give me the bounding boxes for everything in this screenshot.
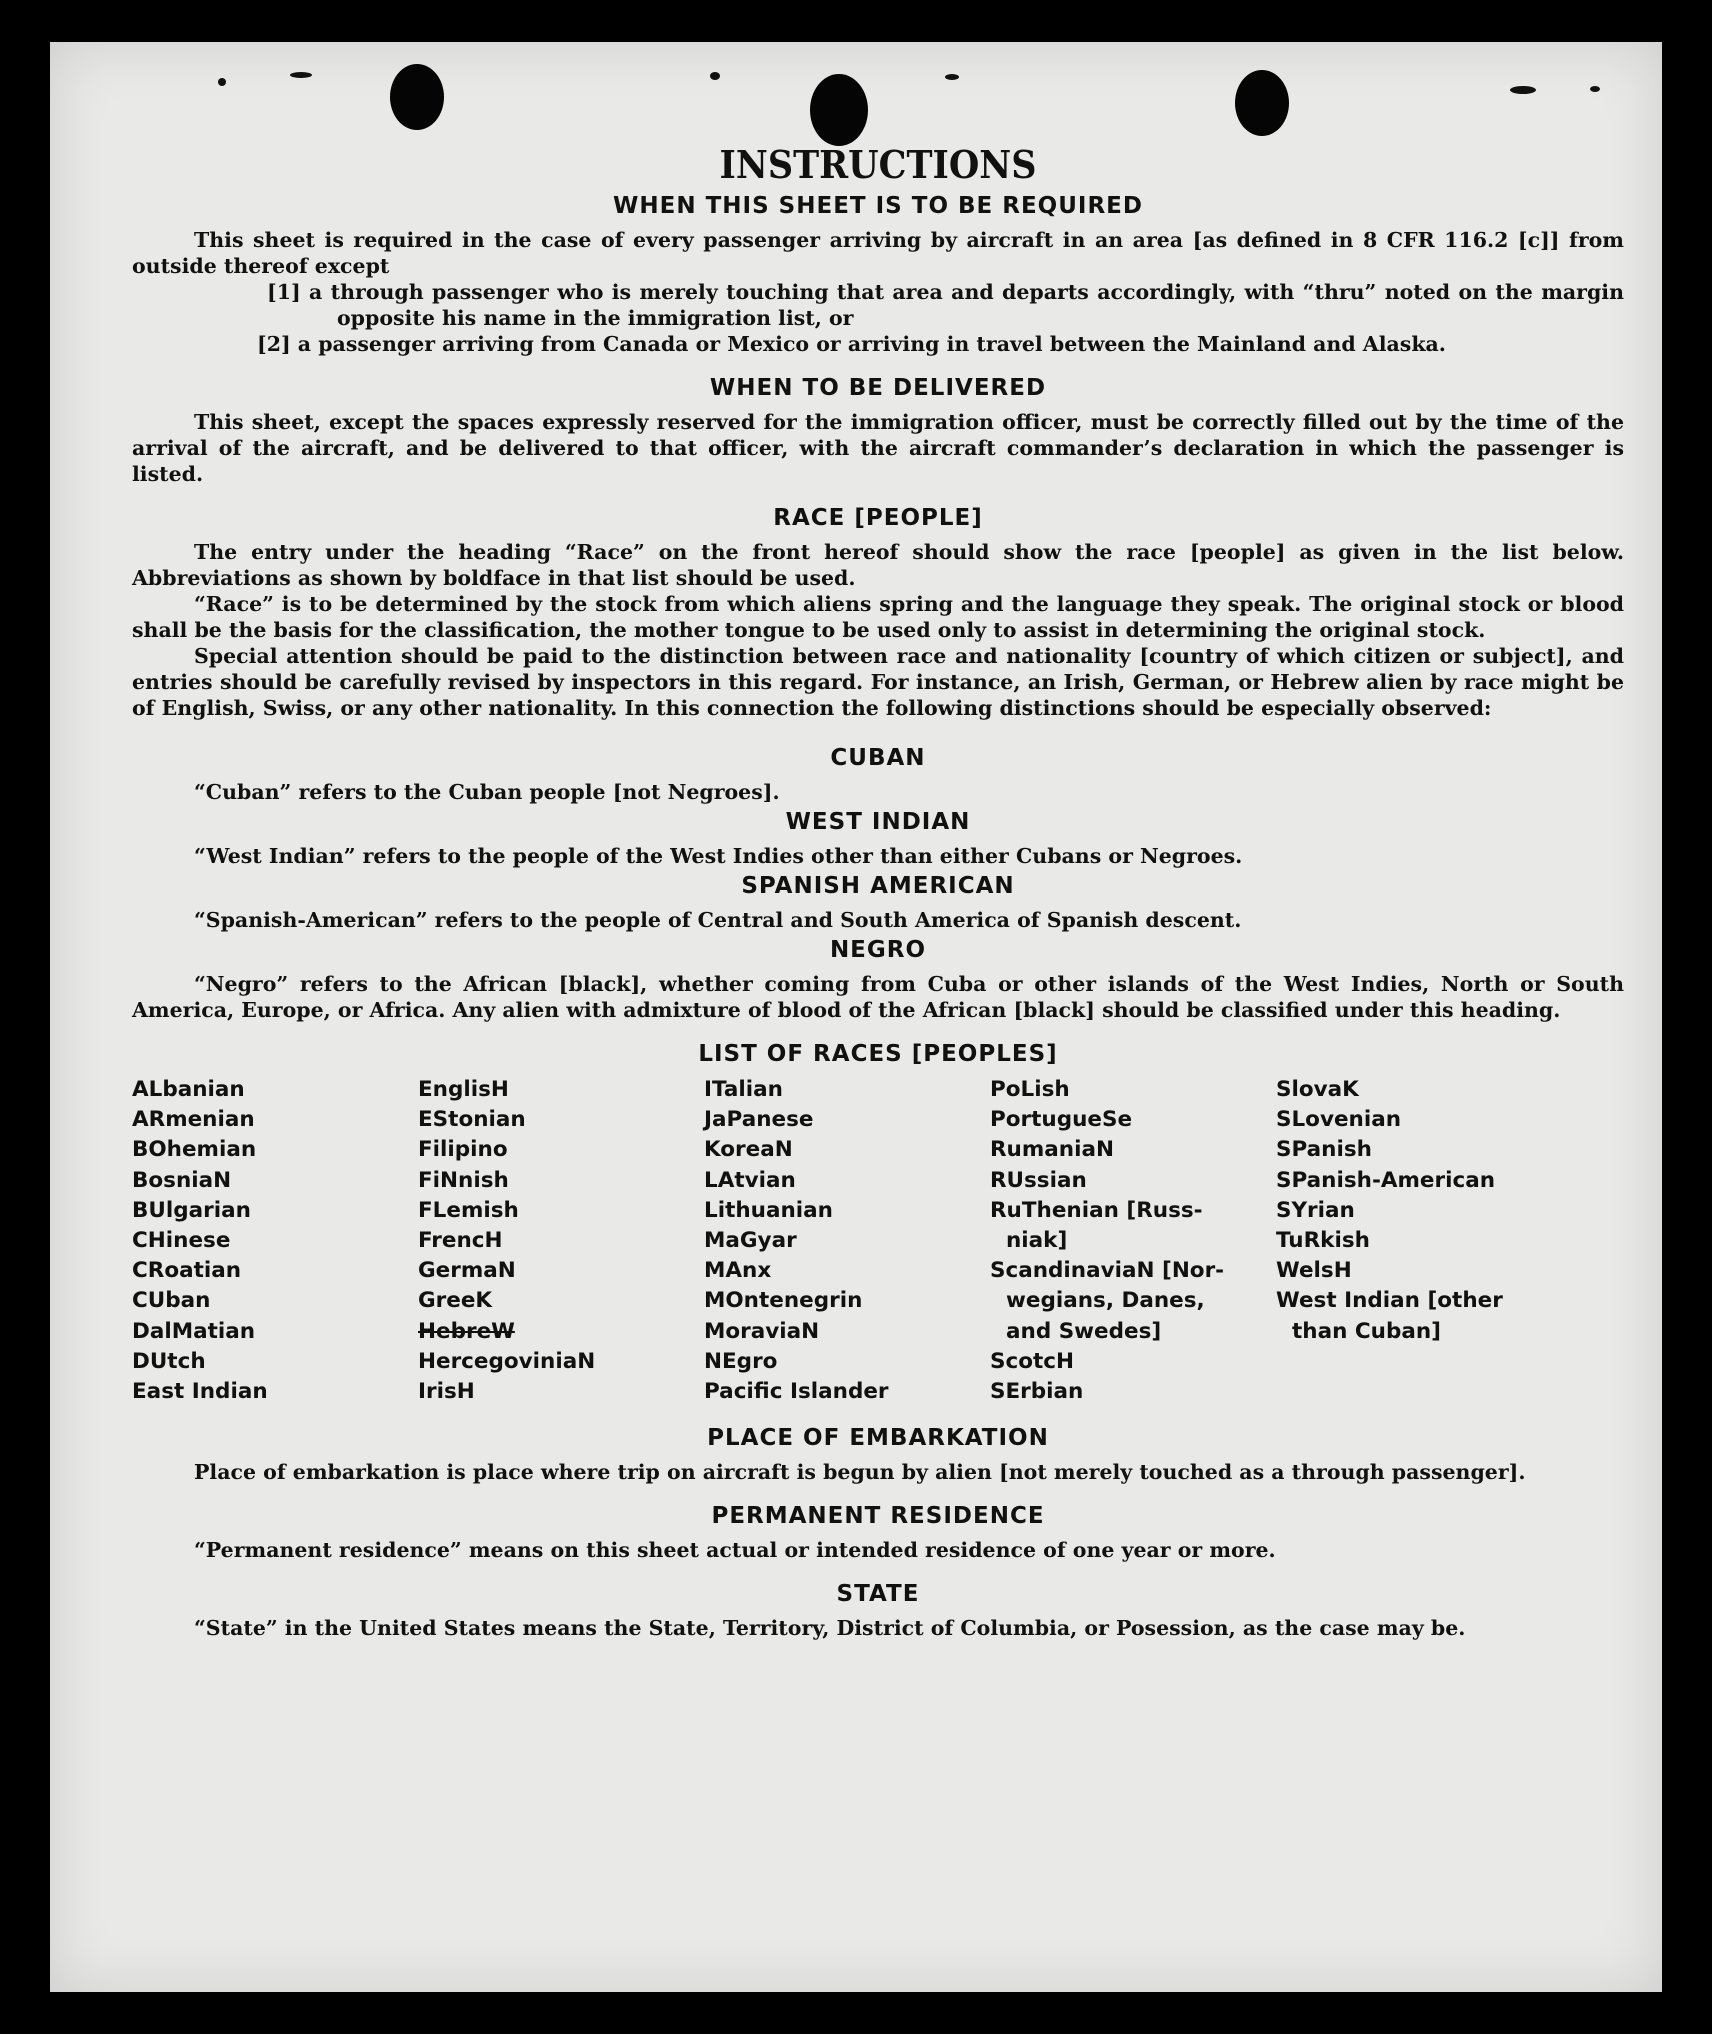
race-item: Pacific Islander (704, 1379, 889, 1405)
section-heading-spanish-american: SPANISH AMERICAN (741, 873, 1015, 899)
cuban-text: “Cuban” refers to the Cuban people [not Negroes]. (194, 780, 780, 804)
race-paragraph-3: Special attention should be paid to the distinction between race and nationality [country of which citizen or subject], and entries should be carefully revised by inspectors in this regard. For instance, an Irish, German, or Hebrew alien by race might be of English, Swiss, or any other nationality. In this connection the following distinctions should be especially observed: (132, 644, 1624, 720)
race-list (132, 1075, 1624, 1407)
race-item: CRoatian (132, 1258, 242, 1284)
race-item: West Indian [other (1276, 1288, 1503, 1314)
punch-hole (810, 74, 868, 146)
section-heading-delivered: WHEN TO BE DELIVERED (709, 375, 1047, 401)
spanish-american-text: “Spanish-American” refers to the people of Central and South America of Spanish descent. (194, 908, 1242, 932)
race-item: SPanish (1276, 1137, 1372, 1163)
race-item-continued: wegians, Danes, (1006, 1288, 1205, 1314)
race-item: RuThenian [Russ- (990, 1197, 1203, 1223)
section-heading-embarkation: PLACE OF EMBARKATION (707, 1425, 1049, 1452)
race-item: ITalian (704, 1077, 783, 1102)
race-item: SLovenian (1276, 1107, 1402, 1133)
race-item: DalMatian (132, 1318, 256, 1344)
race-item-continued: niak] (1006, 1228, 1068, 1254)
required-intro: This sheet is required in the case of every passenger arriving by aircraft in an area [as defined in 8 CFR 116.2 [c]] from outside thereof except (132, 228, 1624, 278)
race-item: RumaniaN (990, 1137, 1114, 1163)
west-indian-text: “West Indian” refers to the people of the West Indies other than either Cubans or Negroes. (194, 844, 1243, 868)
race-column-1 (132, 1075, 418, 1407)
race-item: Filipino (418, 1137, 508, 1163)
delivered-text: This sheet, except the spaces expressly reserved for the immigration officer, must be correctly filled out by the time of the arrival of the aircraft, and be delivered to that officer, with the aircraft commander’s declaration in which the passenger is listed. (132, 410, 1624, 486)
race-item: WelsH (1276, 1258, 1352, 1284)
race-item: East Indian (132, 1379, 268, 1405)
speck (290, 72, 312, 78)
required-item-1: [1] a through passenger who is merely touching that area and departs accordingly, with “thru” noted on the margin opposite his name in the immigration list, or (267, 280, 1624, 330)
race-column-4 (990, 1075, 1276, 1407)
race-item: FrencH (418, 1228, 503, 1254)
instructions-content (132, 142, 1624, 1641)
section-heading-race: RACE [PEOPLE] (773, 505, 983, 531)
race-item: MoraviaN (704, 1318, 820, 1344)
race-item: SPanish-American (1276, 1167, 1496, 1193)
race-item: FLemish (418, 1197, 519, 1223)
race-item: Lithuanian (704, 1197, 833, 1223)
section-heading-required: WHEN THIS SHEET IS TO BE REQUIRED (613, 193, 1143, 219)
race-item: HercegoviniaN (418, 1348, 596, 1374)
race-item: NEgro (704, 1348, 778, 1374)
section-heading-west-indian: WEST INDIAN (785, 809, 971, 835)
race-item: SlovaK (1276, 1077, 1359, 1102)
race-item: MAnx (704, 1258, 772, 1284)
race-item: IrisH (418, 1379, 475, 1405)
negro-text: “Negro” refers to the African [black], whether coming from Cuba or other islands of the West Indies, North or South America, Europe, or Africa. Any alien with admixture of blood of the African [black] should be classified under this heading. (132, 972, 1624, 1022)
residence-text: “Permanent residence” means on this sheet actual or intended residence of one year or more. (194, 1538, 1276, 1563)
race-item-continued: and Swedes] (1006, 1318, 1162, 1344)
race-paragraph-2: “Race” is to be determined by the stock from which aliens spring and the language they speak. The original stock or blood shall be the basis for the classification, the mother tongue to be used only to assist in determining the original stock. (132, 592, 1624, 642)
race-item-struck: HebreW (418, 1318, 515, 1344)
race-column-2 (418, 1075, 704, 1407)
section-heading-state: STATE (836, 1581, 920, 1608)
race-item: ScandinaviaN [Nor- (990, 1258, 1225, 1284)
page-title: INSTRUCTIONS (719, 142, 1037, 187)
section-heading-cuban: CUBAN (830, 745, 926, 771)
race-paragraph-1: The entry under the heading “Race” on the front hereof should show the race [people] as given in the list below. Abbreviations as shown by boldface in that list should be used. (132, 540, 1624, 590)
speck (1590, 86, 1600, 92)
document-sheet (50, 42, 1662, 1992)
race-item: SErbian (990, 1379, 1084, 1405)
state-text: “State” in the United States means the State, Territory, District of Columbia, or Posession, as the case may be. (194, 1616, 1466, 1641)
race-item: ARmenian (132, 1107, 255, 1133)
speck (218, 78, 226, 86)
race-item: LAtvian (704, 1167, 796, 1193)
section-heading-residence: PERMANENT RESIDENCE (711, 1503, 1045, 1530)
race-item: EStonian (418, 1107, 526, 1133)
race-item: ScotcH (990, 1348, 1075, 1374)
punch-hole (390, 64, 444, 130)
speck (710, 72, 720, 80)
race-item: DUtch (132, 1348, 206, 1374)
race-item: BOhemian (132, 1137, 257, 1163)
punch-hole (1235, 70, 1289, 136)
race-item: CHinese (132, 1228, 231, 1254)
race-item: ALbanian (132, 1077, 245, 1102)
speck (1510, 86, 1536, 94)
race-item: FiNnish (418, 1167, 509, 1193)
race-item-continued: than Cuban] (1292, 1318, 1441, 1344)
race-item: TuRkish (1276, 1228, 1370, 1254)
race-item: PoLish (990, 1077, 1070, 1102)
race-item: MOntenegrin (704, 1288, 863, 1314)
race-item: GermaN (418, 1258, 516, 1284)
section-heading-negro: NEGRO (829, 937, 927, 963)
race-item: PortugueSe (990, 1107, 1133, 1133)
embarkation-text: Place of embarkation is place where trip on aircraft is begun by alien [not merely touched as a through passenger]. (194, 1460, 1526, 1485)
race-item: CUban (132, 1288, 211, 1314)
race-item: BUlgarian (132, 1197, 251, 1223)
race-item: GreeK (418, 1288, 493, 1314)
race-item: KoreaN (704, 1137, 793, 1163)
speck (945, 74, 959, 80)
race-item: EnglisH (418, 1077, 509, 1102)
race-item: RUssian (990, 1167, 1087, 1193)
race-item: JaPanese (704, 1107, 814, 1133)
section-heading-list-of-races: LIST OF RACES [PEOPLES] (698, 1041, 1058, 1067)
race-item: SYrian (1276, 1197, 1355, 1223)
race-column-5 (1276, 1075, 1576, 1407)
race-column-3 (704, 1075, 990, 1407)
race-item: BosniaN (132, 1167, 232, 1193)
required-item-2: [2] a passenger arriving from Canada or Mexico or arriving in travel between the Mainland and Alaska. (257, 332, 1446, 356)
race-item: MaGyar (704, 1228, 797, 1254)
